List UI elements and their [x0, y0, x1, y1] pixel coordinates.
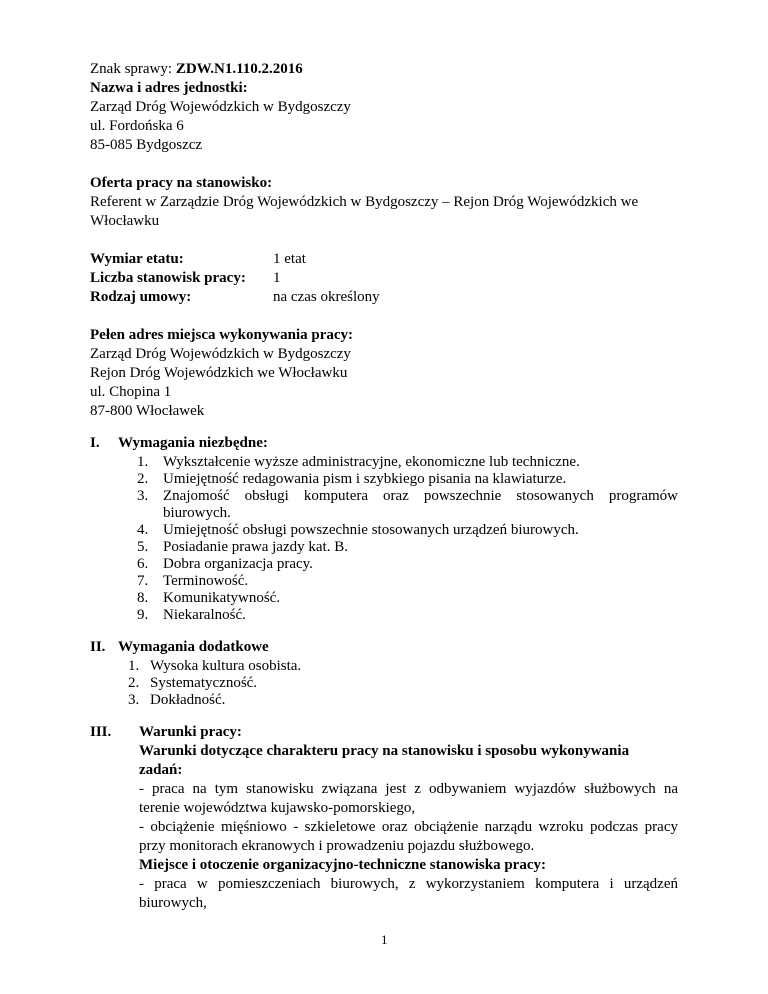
case-number [90, 60, 303, 79]
unit-name: Zarząd Dróg Wojewódzkich w Bydgoszczy [90, 99, 351, 115]
list-item-number: 3. [137, 488, 149, 504]
location-line: Zarząd Dróg Wojewódzkich w Bydgoszczy [90, 346, 351, 362]
list-item-text: Wysoka kultura osobista. [150, 658, 302, 674]
list-item-text: Dokładność. [150, 692, 226, 708]
work-paragraph-cont: biurowych, [139, 895, 207, 911]
section-1-heading: Wymagania niezbędne: [118, 435, 268, 451]
list-item-text: Terminowość. [163, 573, 249, 589]
list-item-text: Systematyczność. [150, 675, 258, 691]
offer-position-line2: Włocławku [90, 213, 160, 229]
work-character-heading-cont: zadań: [139, 762, 183, 778]
list-item-continuation: biurowych. [163, 505, 231, 521]
list-item-number: 2. [137, 471, 149, 487]
list-item-number: 6. [137, 556, 149, 572]
list-item-text: Znajomość obsługi komputera oraz powszechnie stosowanych programów [163, 488, 678, 504]
location-line: Rejon Dróg Wojewódzkich we Włocławku [90, 365, 348, 381]
offer-heading: Oferta pracy na stanowisko: [90, 175, 273, 191]
list-item-number: 8. [137, 590, 149, 606]
work-character-heading: Warunki dotyczące charakteru pracy na stanowisku i sposobu wykonywania [139, 743, 630, 759]
case-number-value: ZDW.N1.110.2.2016 [175, 61, 303, 77]
section-3-heading: Warunki pracy: [139, 724, 242, 740]
list-item-number: 5. [137, 539, 149, 555]
list-item-text: Niekaralność. [163, 607, 246, 623]
section-3-numeral: III. [90, 724, 112, 740]
work-paragraph: - praca na tym stanowisku związana jest z odbywaniem wyjazdów służbowych na [139, 781, 678, 797]
unit-street: ul. Fordońska 6 [90, 118, 184, 134]
detail-label: Wymiar etatu: [90, 251, 184, 267]
list-item-text: Dobra organizacja pracy. [163, 556, 313, 572]
section-2-numeral: II. [90, 639, 106, 655]
unit-city: 85-085 Bydgoszcz [90, 137, 203, 153]
workplace-heading: Miejsce i otoczenie organizacyjno-techniczne stanowiska pracy: [139, 857, 546, 873]
list-item-number: 3. [128, 692, 140, 708]
list-item-number: 7. [137, 573, 149, 589]
list-item-number: 9. [137, 607, 149, 623]
work-paragraph-cont: przy monitorach ekranowych i prowadzeniu pojazdu służbowego. [139, 838, 535, 854]
unit-heading: Nazwa i adres jednostki: [90, 80, 248, 96]
section-1-numeral: I. [90, 435, 100, 451]
work-paragraph: - obciążenie mięśniowo - szkieletowe oraz obciążenie narządu wzroku podczas pracy [139, 819, 678, 835]
detail-label: Rodzaj umowy: [90, 289, 192, 305]
list-item-number: 4. [137, 522, 149, 538]
list-item-text: Umiejętność redagowania pism i szybkiego pisania na klawiaturze. [163, 471, 567, 487]
list-item-number: 1. [137, 454, 149, 470]
list-item-text: Komunikatywność. [163, 590, 281, 606]
detail-value: 1 etat [273, 251, 306, 267]
location-heading: Pełen adres miejsca wykonywania pracy: [90, 327, 354, 343]
list-item-text: Wykształcenie wyższe administracyjne, ekonomiczne lub techniczne. [163, 454, 580, 470]
page-number: 1 [381, 932, 388, 947]
work-paragraph: - praca w pomieszczeniach biurowych, z wykorzystaniem komputera i urządzeń [139, 876, 678, 892]
list-item-number: 2. [128, 675, 140, 691]
detail-value: na czas określony [273, 289, 380, 305]
detail-value: 1 [273, 270, 281, 286]
location-line: 87-800 Włocławek [90, 403, 205, 419]
section-2-heading: Wymagania dodatkowe [118, 639, 269, 655]
list-item-text: Posiadanie prawa jazdy kat. B. [163, 539, 348, 555]
location-line: ul. Chopina 1 [90, 384, 172, 400]
work-paragraph-cont: terenie województwa kujawsko-pomorskiego, [139, 800, 416, 816]
list-item-number: 1. [128, 658, 140, 674]
detail-label: Liczba stanowisk pracy: [90, 270, 246, 286]
list-item-text: Umiejętność obsługi powszechnie stosowanych urządzeń biurowych. [163, 522, 579, 538]
offer-position-line1: Referent w Zarządzie Dróg Wojewódzkich w Bydgoszczy – Rejon Dróg Wojewódzkich we [90, 194, 639, 210]
case-number-label: Znak sprawy: [90, 61, 176, 77]
